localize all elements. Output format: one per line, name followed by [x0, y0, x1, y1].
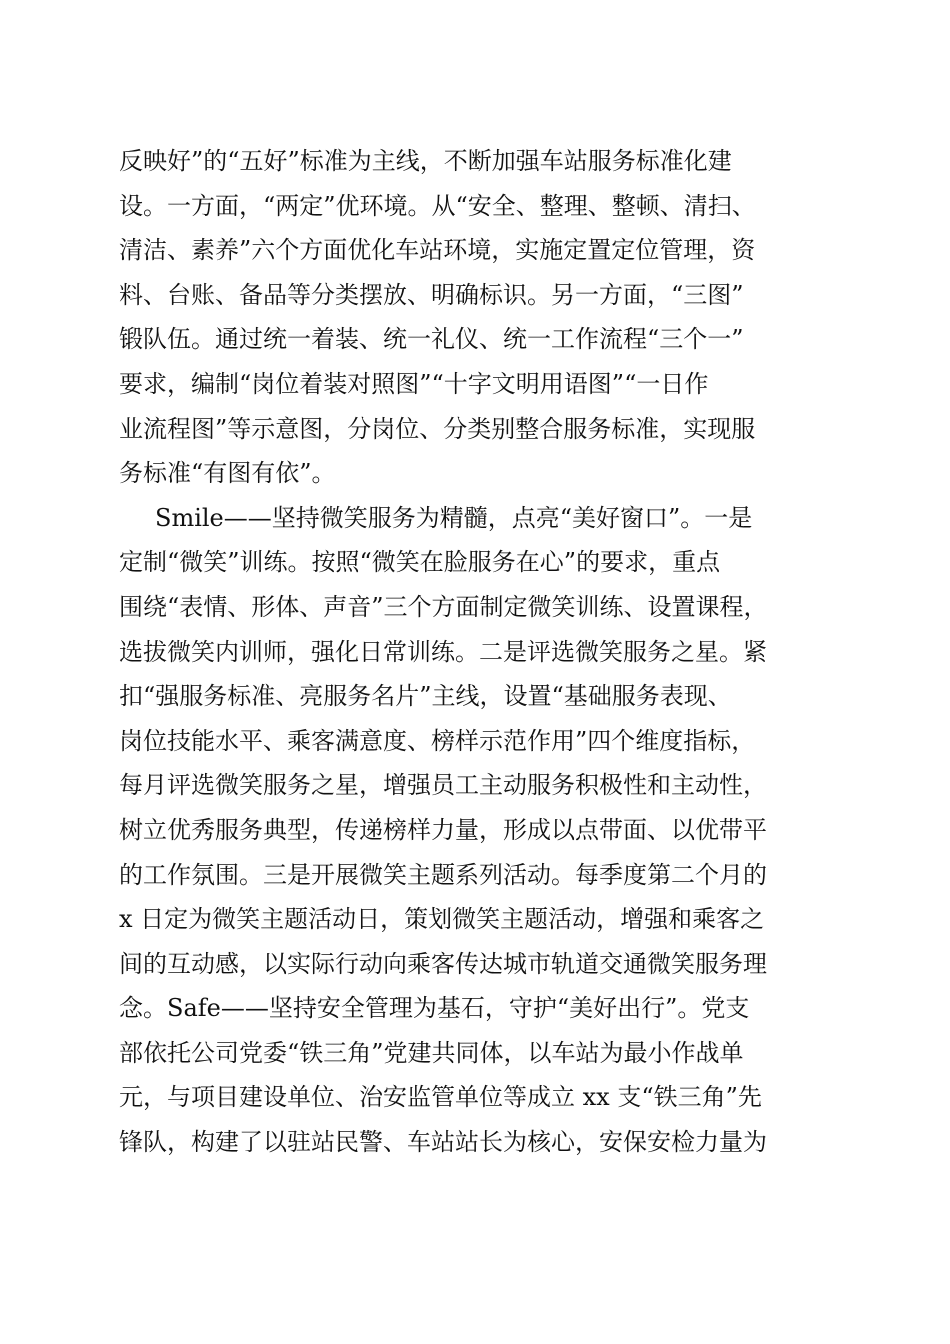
text-line: 料、台账、备品等分类摆放、明确标识。另一方面，“三图”: [119, 280, 744, 309]
text-line: 锻队伍。通过统一着装、统一礼仪、统一工作流程“三个一”: [119, 325, 744, 354]
text-line: 部依托公司党委“铁三角”党建共同体，以车站为最小作战单: [119, 1038, 744, 1067]
text-line: 元，与项目建设单位、治安监管单位等成立 xx 支“铁三角”先: [119, 1083, 762, 1112]
text-line: 定制“微笑”训练。按照“微笑在脸服务在心”的要求，重点: [119, 548, 721, 577]
text-line: 锋队，构建了以驻站民警、车站站长为核心，安保安检力量为: [119, 1128, 767, 1157]
text-line: 清洁、素养”六个方面优化车站环境，实施定置定位管理，资: [119, 236, 756, 265]
text-line: 围绕“表情、形体、声音”三个方面制定微笑训练、设置课程，: [119, 592, 768, 621]
text-line: 务标准“有图有依”。: [119, 459, 336, 488]
text-line: 反映好”的“五好”标准为主线，不断加强车站服务标准化建: [119, 147, 732, 175]
text-line: x 日定为微笑主题活动日，策划微笑主题活动，增强和乘客之: [119, 905, 765, 934]
text-line: 树立优秀服务典型，传递榜样力量，形成以点带面、以优带平: [119, 815, 767, 844]
text-line: 间的互动感，以实际行动向乘客传达城市轨道交通微笑服务理: [119, 949, 767, 978]
text-line: 每月评选微笑服务之星，增强员工主动服务积极性和主动性，: [119, 771, 767, 800]
text-line: 业流程图”等示意图，分岗位、分类别整合服务标准，实现服: [119, 414, 756, 443]
paragraph-start-line: Smile——坚持微笑服务为精髓，点亮“美好窗口”。一是: [155, 503, 753, 532]
text-line: 念。Safe——坚持安全管理为基石，守护“美好出行”。党支: [119, 994, 750, 1023]
text-line: 的工作氛围。三是开展微笑主题系列活动。每季度第二个月的: [119, 860, 767, 889]
text-line: 设。一方面，“两定”优环境。从“安全、整理、整顿、清扫、: [119, 191, 756, 220]
text-line: 选拔微笑内训师，强化日常训练。二是评选微笑服务之星。紧: [119, 637, 767, 666]
text-line: 扣“强服务标准、亮服务名片”主线，设置“基础服务表现、: [119, 682, 732, 711]
body-text: [119, 139, 839, 1165]
text-line: 岗位技能水平、乘客满意度、榜样示范作用”四个维度指标，: [119, 726, 756, 755]
text-line: 要求，编制“岗位着装对照图”“十字文明用语图”“一日作: [119, 369, 709, 398]
